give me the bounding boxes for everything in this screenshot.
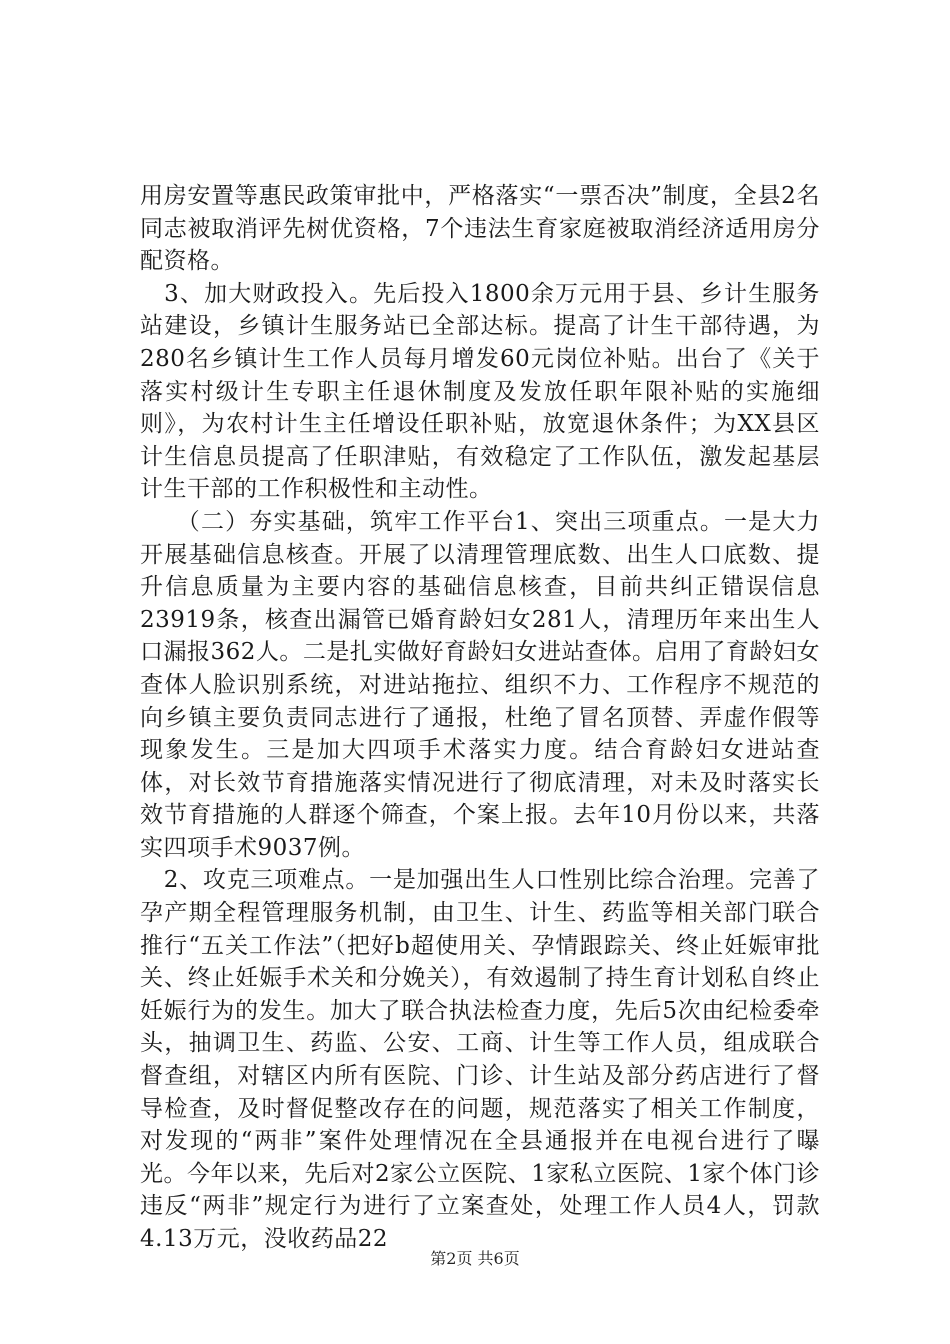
paragraph-2: 3、加大财政投入。先后投入1800余万元用于县、乡计生服务站建设，乡镇计生服务站已全部达标。提高了计生干部待遇，为280名乡镇计生工作人员每月增发60元岗位补贴。出台了《关于落实村级计生专职主任退休制度及发放任职年限补贴的实施细则》，为农村计生主任增设任职补贴，放宽退休条件；为XX县区计生信息员提高了任职津贴，有效稳定了工作队伍，激发起基层计生干部的工作积极性和主动性。 [140,280,820,503]
document-body [140,180,820,1256]
page-number: 第2页 共6页 [430,1249,520,1268]
page-footer [0,1246,950,1269]
paragraph-4: 2、攻克三项难点。一是加强出生人口性别比综合治理。完善了孕产期全程管理服务机制，由卫生、计生、药监等相关部门联合推行“五关工作法”（把好b超使用关、孕情跟踪关、终止妊娠审批关、终止妊娠手术关和分娩关），有效遏制了持生育计划私自终止妊娠行为的发生。加大了联合执法检查力度，先后5次由纪检委牵头，抽调卫生、药监、公安、工商、计生等工作人员，组成联合督查组，对辖区内所有医院、门诊、计生站及部分药店进行了督导检查，及时督促整改存在的问题，规范落实了相关工作制度，对发现的“两非”案件处理情况在全县通报并在电视台进行了曝光。今年以来，先后对2家公立医院、1家私立医院、1家个体门诊违反“两非”规定行为进行了立案查处，处理工作人员4人，罚款4.13万元，没收药品22 [140,867,820,1252]
paragraph-1: 用房安置等惠民政策审批中，严格落实“一票否决”制度，全县2名同志被取消评先树优资格，7个违法生育家庭被取消经济适用房分配资格。 [140,183,820,275]
paragraph-3: （二）夯实基础，筑牢工作平台1、突出三项重点。一是大力开展基础信息核查。开展了以清理管理底数、出生人口底数、提升信息质量为主要内容的基础信息核查，目前共纠正错误信息23919条，核查出漏管已婚育龄妇女281人，清理历年来出生人口漏报362人。二是扎实做好育龄妇女进站查体。启用了育龄妇女查体人脸识别系统，对进站拖拉、组织不力、工作程序不规范的向乡镇主要负责同志进行了通报，杜绝了冒名顶替、弄虚作假等现象发生。三是加大四项手术落实力度。结合育龄妇女进站查体，对长效节育措施落实情况进行了彻底清理，对未及时落实长效节育措施的人群逐个筛查，个案上报。去年10月份以来，共落实四项手术9037例。 [140,508,820,861]
